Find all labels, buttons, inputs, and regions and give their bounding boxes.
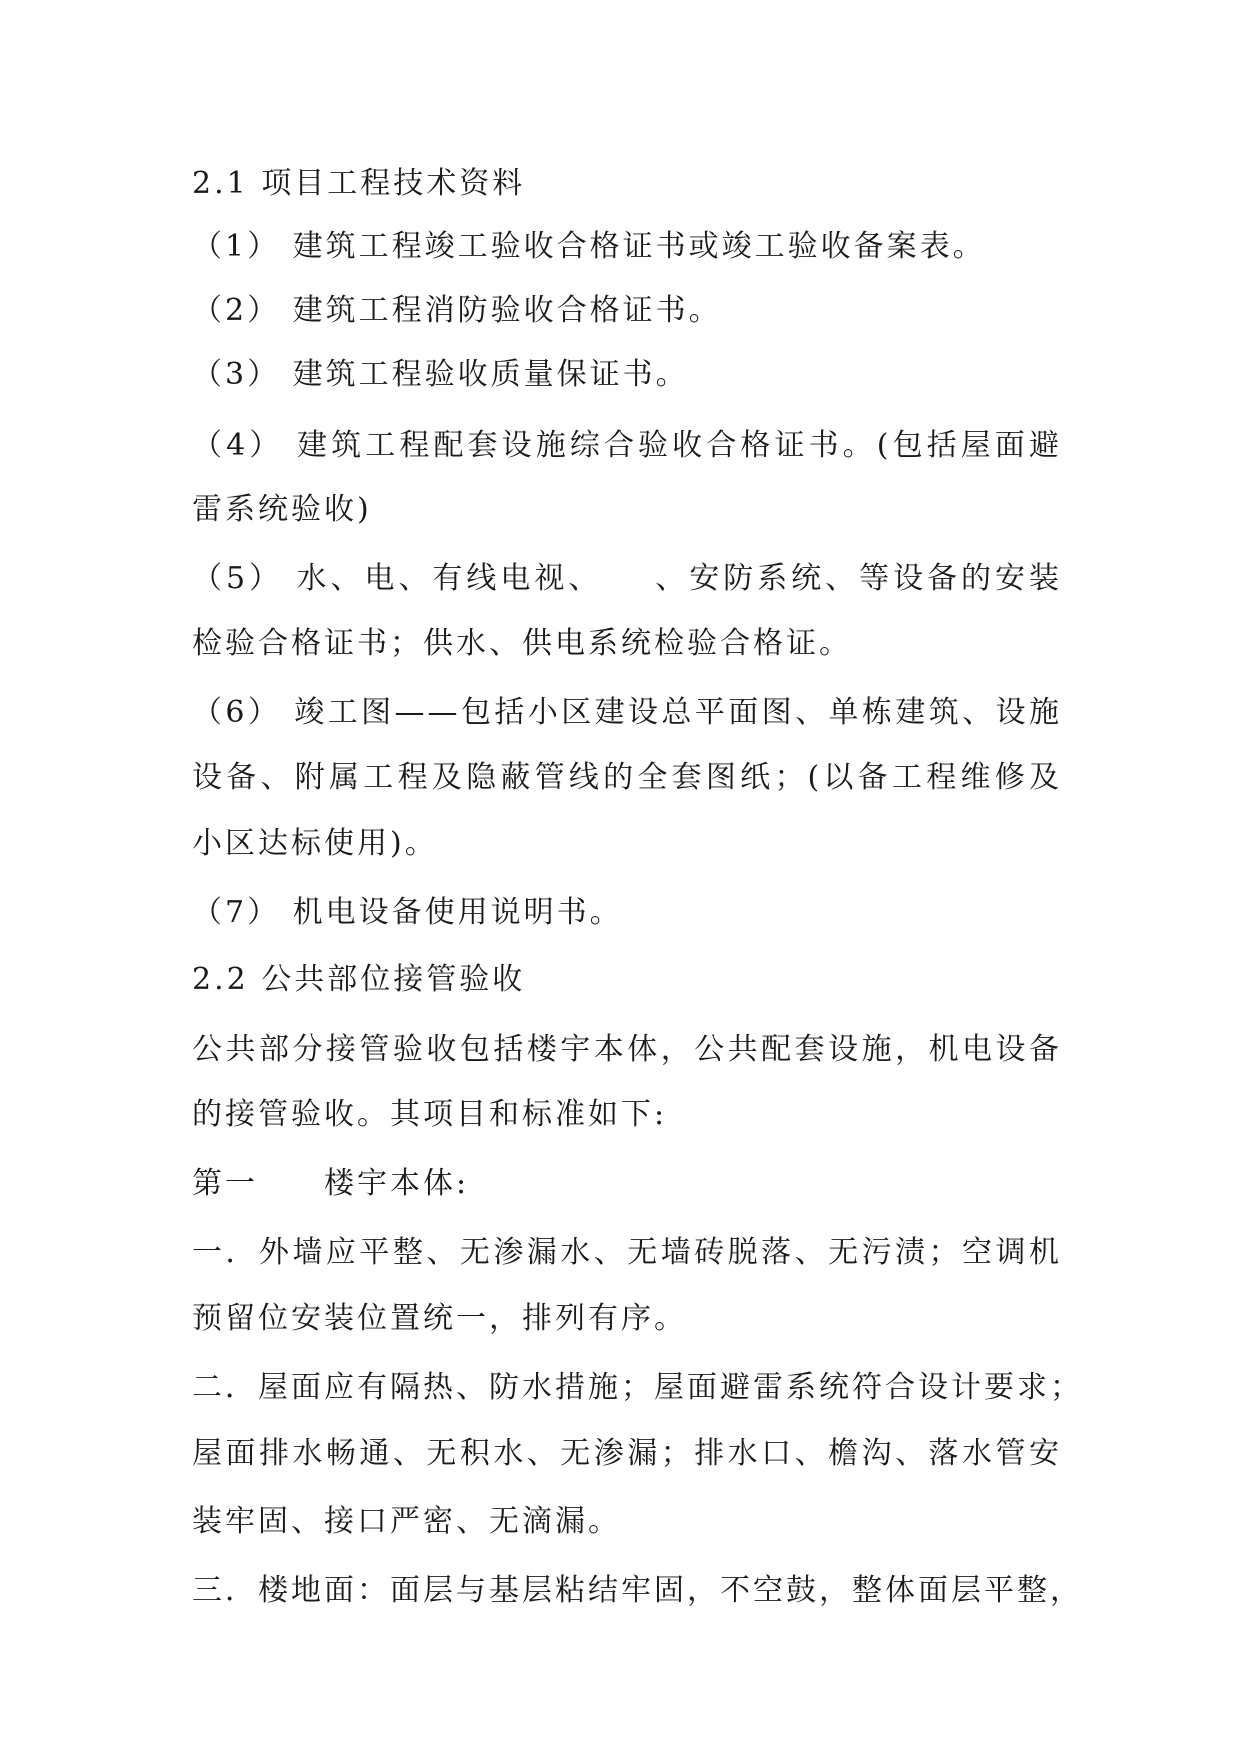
section-heading-2-1: 2.1 项目工程技术资料: [192, 166, 526, 201]
item-two-line-3: 装牢固、接口严密、无滴漏。: [192, 1504, 621, 1539]
item-one-line-2: 预留位安装位置统一，排列有序。: [192, 1301, 687, 1336]
list-item-1: （1） 建筑工程竣工验收合格证书或竣工验收备案表。: [192, 229, 986, 264]
list-item-5-line-1: （5） 水、电、有线电视、 、安防系统、等设备的安装: [192, 561, 1062, 596]
item-two-line-1: 二．屋面应有隔热、防水措施；屋面避雷系统符合设计要求；: [192, 1370, 1083, 1405]
list-item-4-line-2: 雷系统验收): [192, 492, 372, 527]
paragraph-line: 公共部分接管验收包括楼宇本体，公共配套设施，机电设备: [192, 1032, 1062, 1067]
list-item-4-line-1: （4） 建筑工程配套设施综合验收合格证书。(包括屋面避: [192, 428, 1062, 463]
item-two-line-2: 屋面排水畅通、无积水、无渗漏；排水口、檐沟、落水管安: [192, 1436, 1062, 1471]
list-item-6-line-3: 小区达标使用)。: [192, 826, 438, 861]
list-item-7: （7） 机电设备使用说明书。: [192, 895, 623, 930]
section-heading-2-2: 2.2 公共部位接管验收: [192, 962, 526, 997]
list-item-6-line-2: 设备、附属工程及隐蔽管线的全套图纸；(以备工程维修及: [192, 760, 1062, 795]
list-item-2: （2） 建筑工程消防验收合格证书。: [192, 293, 722, 328]
item-one-line-1: 一．外墙应平整、无渗漏水、无墙砖脱落、无污渍；空调机: [192, 1235, 1062, 1270]
paragraph-line: 的接管验收。其项目和标准如下:: [192, 1097, 668, 1132]
item-three-line-1: 三．楼地面：面层与基层粘结牢固，不空鼓，整体面层平整，: [192, 1573, 1083, 1608]
list-item-6-line-1: （6） 竣工图——包括小区建设总平面图、单栋建筑、设施: [192, 695, 1062, 730]
list-item-3: （3） 建筑工程验收质量保证书。: [192, 357, 689, 392]
list-item-5-line-2: 检验合格证书；供水、供电系统检验合格证。: [192, 626, 852, 661]
subheading-building-body: 第一 楼宇本体:: [192, 1166, 470, 1201]
